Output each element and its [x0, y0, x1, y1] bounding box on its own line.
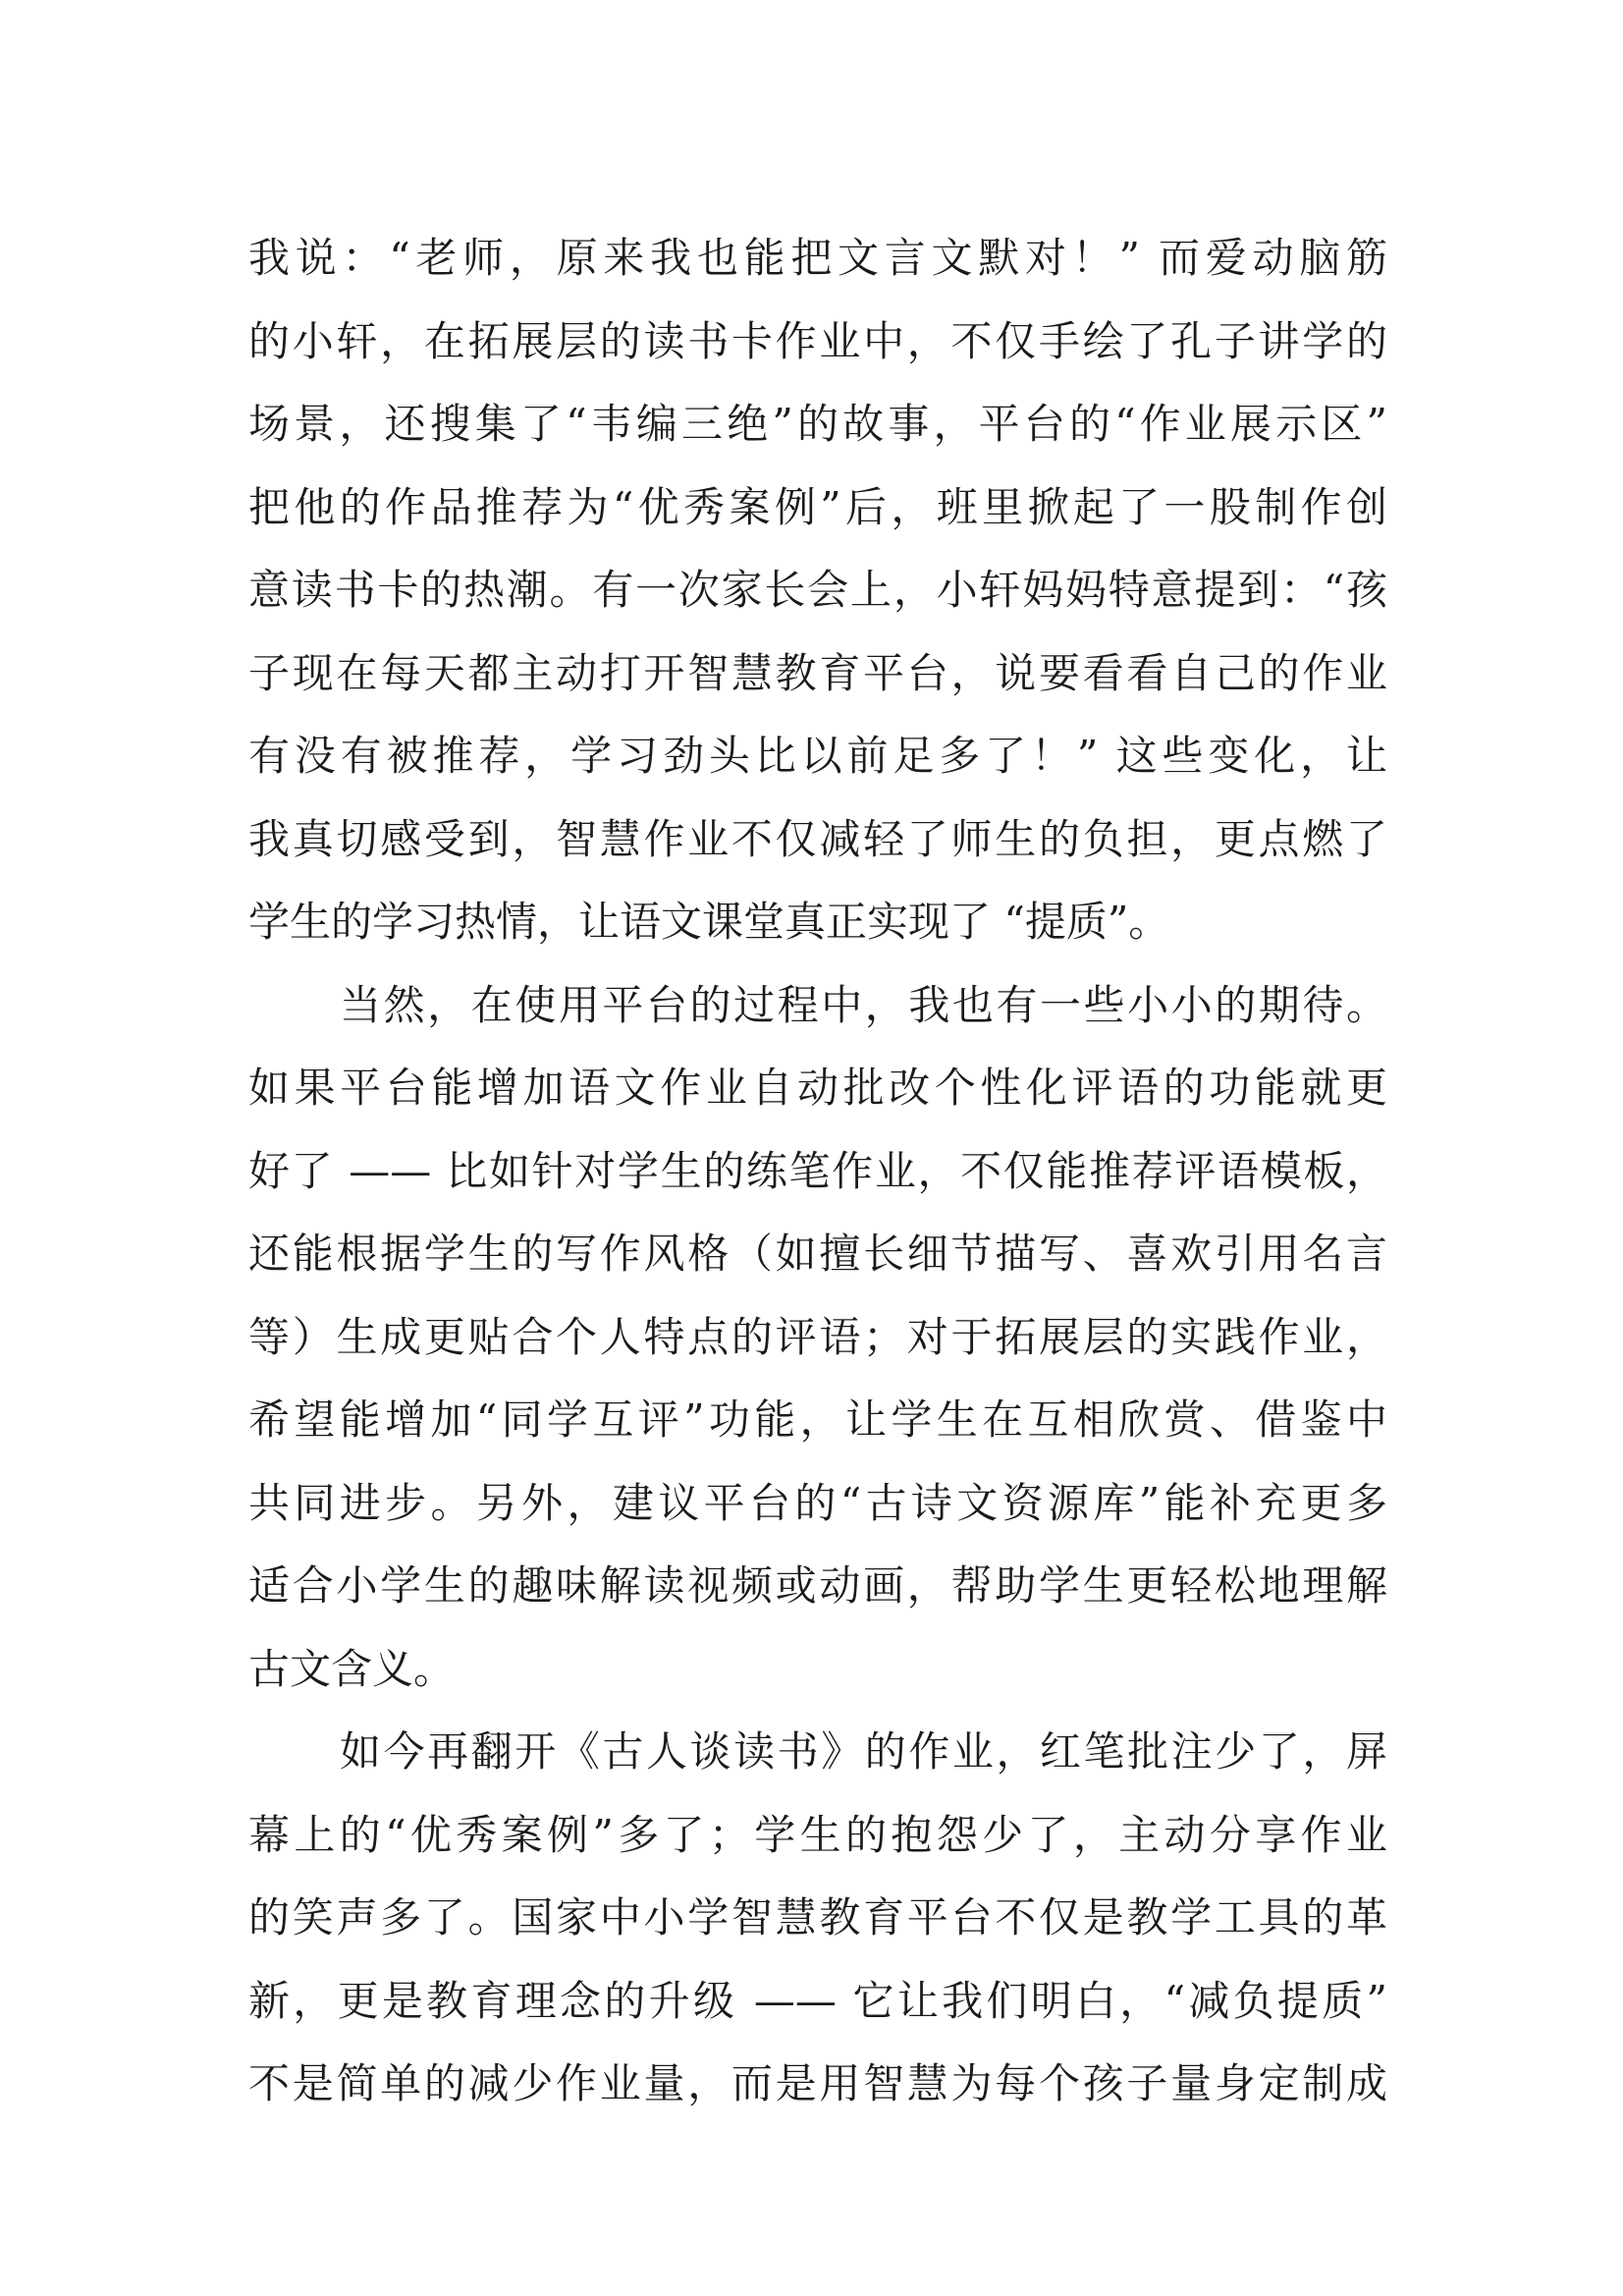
- text-line: 幕上的“优秀案例”多了；学生的抱怨少了，主动分享作业: [248, 1810, 1387, 1859]
- text-line: 如今再翻开《古人谈读书》的作业，红笔批注少了，屏: [340, 1727, 1387, 1776]
- text-line: 有没有被推荐，学习劲头比以前足多了！” 这些变化，让: [248, 732, 1387, 780]
- text-line: 意读书卡的热潮。有一次家长会上，小轩妈妈特意提到：“孩: [248, 566, 1387, 614]
- text-line: 当然，在使用平台的过程中，我也有一些小小的期待。: [340, 980, 1387, 1029]
- text-line: 适合小学生的趣味解读视频或动画，帮助学生更轻松地理解: [248, 1561, 1387, 1610]
- text-line: 还能根据学生的写作风格（如擅长细节描写、喜欢引用名言: [248, 1230, 1387, 1278]
- text-line: 希望能增加“同学互评”功能，让学生在互相欣赏、借鉴中: [248, 1395, 1387, 1444]
- text-line: 学生的学习热情，让语文课堂真正实现了 “提质”。: [248, 898, 1170, 946]
- text-line: 如果平台能增加语文作业自动批改个性化评语的功能就更: [248, 1064, 1387, 1112]
- text-line: 场景，还搜集了“韦编三绝”的故事，平台的“作业展示区”: [248, 400, 1387, 448]
- text-line: 我说：“老师，原来我也能把文言文默对！” 而爱动脑筋: [248, 234, 1387, 282]
- text-line: 的笑声多了。国家中小学智慧教育平台不仅是教学工具的革: [248, 1893, 1387, 1941]
- text-line: 新，更是教育理念的升级 —— 它让我们明白，“减负提质”: [248, 1976, 1387, 2025]
- text-line: 共同进步。另外，建议平台的“古诗文资源库”能补充更多: [248, 1478, 1387, 1527]
- text-line: 好了 —— 比如针对学生的练笔作业，不仅能推荐评语模板，: [248, 1146, 1387, 1195]
- text-line: 子现在每天都主动打开智慧教育平台，说要看看自己的作业: [248, 648, 1387, 697]
- text-line: 古文含义。: [248, 1644, 456, 1693]
- text-line: 把他的作品推荐为“优秀案例”后，班里掀起了一股制作创: [248, 482, 1387, 531]
- text-line: 我真切感受到，智慧作业不仅减轻了师生的负担，更点燃了: [248, 814, 1387, 863]
- text-line: 的小轩，在拓展层的读书卡作业中，不仅手绘了孔子讲学的: [248, 316, 1387, 365]
- text-line: 不是简单的减少作业量，而是用智慧为每个孩子量身定制成: [248, 2059, 1387, 2107]
- body-text: [248, 217, 1387, 2126]
- text-line: 等）生成更贴合个人特点的评语；对于拓展层的实践作业，: [248, 1312, 1387, 1361]
